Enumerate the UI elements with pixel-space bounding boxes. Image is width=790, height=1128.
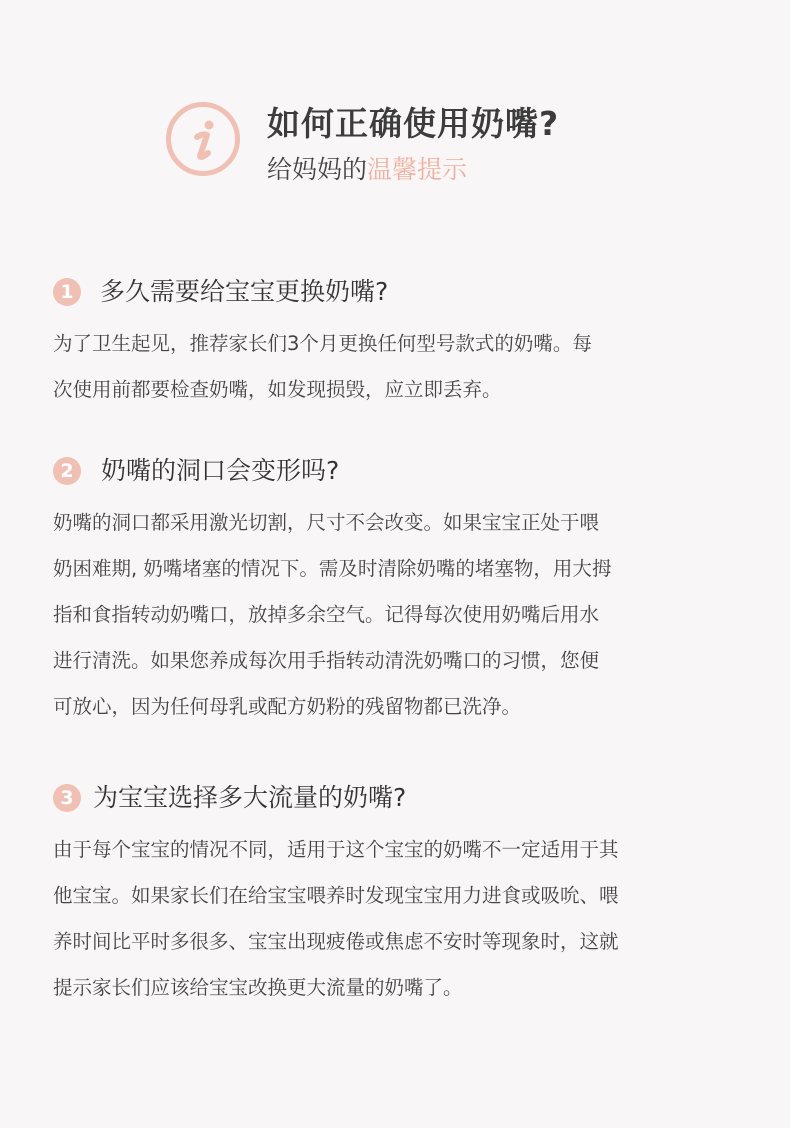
section-title: 奶嘴的洞口会变形吗? <box>101 456 340 485</box>
body-line: 可放心，因为任何母乳或配方奶粉的残留物都已洗净。 <box>53 695 522 718</box>
body-line: 进行清洗。如果您养成每次用手指转动清洗奶嘴口的习惯，您便 <box>53 649 600 672</box>
subtitle-accent: 温馨提示 <box>367 155 468 184</box>
body-line: 奶困难期, 奶嘴堵塞的情况下。需及时清除奶嘴的堵塞物，用大拇 <box>53 557 612 580</box>
body-line: 他宝宝。如果家长们在给宝宝喂养时发现宝宝用力进食或吸吮、喂 <box>53 884 619 907</box>
body-line: 由于每个宝宝的情况不同，适用于这个宝宝的奶嘴不一定适用于其 <box>53 838 619 861</box>
section-body <box>53 827 749 1011</box>
body-line: 为了卫生起见，推荐家长们3个月更换任何型号款式的奶嘴。每 <box>53 332 592 355</box>
page-subtitle <box>267 152 467 188</box>
section-header <box>53 777 753 819</box>
section-body <box>53 321 749 413</box>
section-body <box>53 500 749 730</box>
section-title: 为宝宝选择多大流量的奶嘴? <box>93 783 407 812</box>
number-badge-3: 3 <box>53 784 81 812</box>
section-title: 多久需要给宝宝更换奶嘴? <box>100 277 389 306</box>
section-2 <box>53 450 753 730</box>
number-badge-2: 2 <box>53 457 81 485</box>
body-line: 次使用前都要检查奶嘴，如发现损毁，应立即丢弃。 <box>53 378 502 401</box>
section-header <box>53 450 753 492</box>
body-line: 养时间比平时多很多、宝宝出现疲倦或焦虑不安时等现象时，这就 <box>53 930 619 953</box>
subtitle-plain: 给妈妈的 <box>267 155 368 184</box>
header <box>166 102 766 192</box>
section-3 <box>53 777 753 1011</box>
number-badge-1: 1 <box>53 278 81 306</box>
info-circle-icon <box>166 102 240 176</box>
body-line: 提示家长们应该给宝宝改换更大流量的奶嘴了。 <box>53 976 463 999</box>
section-1 <box>53 271 753 413</box>
page-title: 如何正确使用奶嘴? <box>267 104 560 143</box>
body-line: 指和食指转动奶嘴口，放掉多余空气。记得每次使用奶嘴后用水 <box>53 603 600 626</box>
body-line: 奶嘴的洞口都采用激光切割，尺寸不会改变。如果宝宝正处于喂 <box>53 511 600 534</box>
section-header <box>53 271 753 313</box>
